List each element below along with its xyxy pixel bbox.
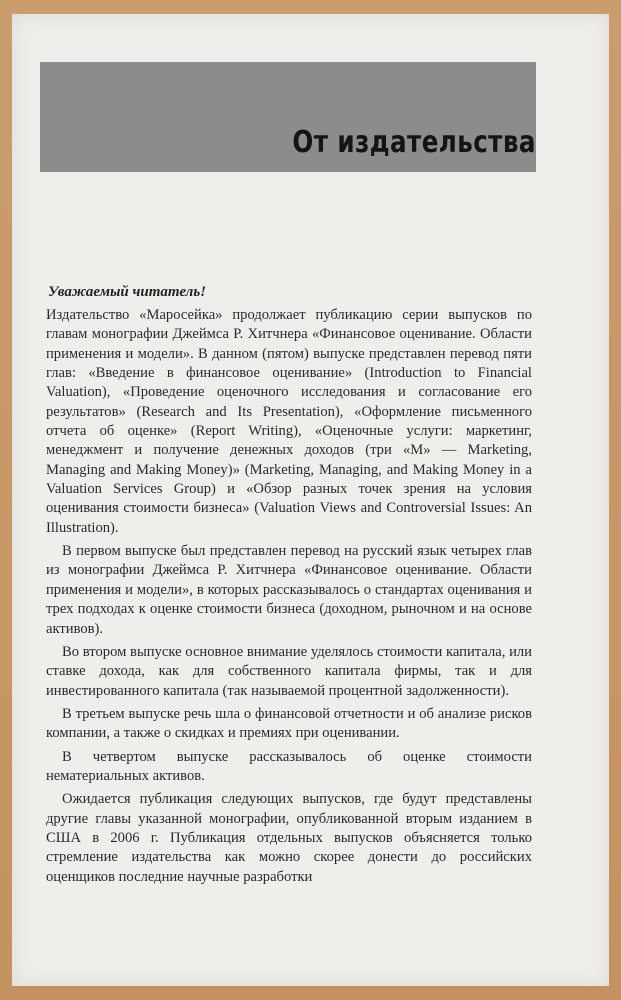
book-page [12, 14, 609, 986]
greeting: Уважаемый читатель! [48, 284, 207, 300]
paragraph-2: В первом выпуске был представлен перевод на русский язык четырех глав из монографии Джеймса Р. Хитчнера «Финансовое оценивание. Области применения и модели», в которых рассказывалось о стандартах оценивания и трех подходах к оценке стоимости бизнеса (доходном, рыночном и на основе активов). [46, 543, 532, 637]
body-text [46, 306, 532, 891]
paragraph-5: В четвертом выпуске рассказывалось об оценке стоимости нематериальных активов. [46, 748, 532, 784]
paragraph-6: Ожидается публикация следующих выпусков, где будут представлены другие главы указанной монографии, опубликованной вторым изданием в США в 2006 г. Публикация отдельных выпусков объясняется только стремление издательства как можно скорее донести до российских оценщиков последние научные разработки [46, 791, 532, 885]
chapter-title: От издательства [292, 125, 536, 160]
paragraph-4: В третьем выпуске речь шла о финансовой отчетности и об анализе рисков компании, а также о скидках и премиях при оценивании. [46, 705, 532, 742]
chapter-header-band [40, 62, 536, 172]
paragraph-1: Издательство «Маросейка» продолжает публикацию серии выпусков по главам монографии Джеймса Р. Хитчнера «Финансовое оценивание. Области применения и модели». В данном (пятом) выпуске представлен перевод пяти глав: «Введение в финансовое оценивание» (Introduction to Financial Valuation), «Проведение оценочного исследования и согласование его результатов» (Research and Its Presentation), «Оформление письменного отчета об оценке» (Report Writing), «Оценочные услуги: маркетинг, менеджмент и получение денежных доходов (три «М» — Marketing, Managing and Making Money)» (Marketing, Managing, and Making Money in a Valuation Services Group) и «Обзор разных точек зрения на условия оценивания стоимости бизнеса» (Valuation Views and Controversial Issues: An Illustration). [46, 307, 532, 536]
paragraph-3: Во втором выпуске основное внимание уделялось стоимости капитала, или ставке дохода, как для собственного капитала фирмы, так и для инвестированного капитала (так называемой процентной задолженности). [46, 643, 532, 699]
